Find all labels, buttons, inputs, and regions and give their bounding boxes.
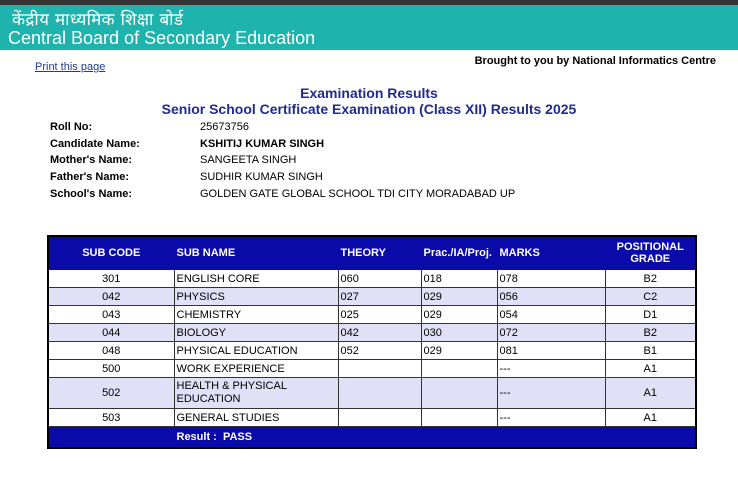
cell-sub-code: 042 [48,288,174,306]
table-row [48,270,696,288]
cbse-banner [0,5,738,50]
school-name-value: GOLDEN GATE GLOBAL SCHOOL TDI CITY MORADABAD UP [200,188,516,200]
cell-marks: 054 [497,306,605,324]
cell-grade: C2 [605,288,696,306]
cell-grade: A1 [605,409,696,427]
candidate-name-value: KSHITIJ KUMAR SINGH [200,138,325,150]
cell-theory [338,378,421,409]
cell-sub-name: HEALTH & PHYSICAL EDUCATION [174,378,338,409]
roll-label: Roll No: [50,121,93,133]
cell-marks: 078 [497,270,605,288]
cell-grade: B1 [605,342,696,360]
nic-credit: Brought to you by National Informatics Centre [474,55,716,67]
english-board-title: Central Board of Secondary Education [8,28,316,48]
cell-sub-name: WORK EXPERIENCE [174,360,338,378]
cell-theory: 052 [338,342,421,360]
cell-sub-code: 043 [48,306,174,324]
cell-sub-name: CHEMISTRY [174,306,338,324]
result-label: Result : [176,431,217,443]
cell-theory: 025 [338,306,421,324]
cell-sub-name: ENGLISH CORE [174,270,338,288]
cell-prac: 029 [421,306,497,324]
cell-theory: 042 [338,324,421,342]
result-row [48,427,696,449]
school-name-label: School's Name: [50,188,133,200]
cell-prac [421,360,497,378]
hindi-board-title: केंद्रीय माध्यमिक शिक्षा बोर्ड [12,10,184,30]
cell-marks: 072 [497,324,605,342]
table-row [48,360,696,378]
cell-grade: B2 [605,270,696,288]
cell-marks: 081 [497,342,605,360]
cell-sub-code: 048 [48,342,174,360]
cell-sub-code: 500 [48,360,174,378]
cell-grade: D1 [605,306,696,324]
header-positional-grade: POSITIONAL GRADE [605,236,696,270]
mother-name-label: Mother's Name: [50,154,133,166]
result-cell [174,427,696,449]
result-spacer [48,427,174,449]
cell-prac [421,378,497,409]
cell-sub-code: 301 [48,270,174,288]
cell-prac: 029 [421,342,497,360]
cell-sub-name: GENERAL STUDIES [174,409,338,427]
print-page-link[interactable]: Print this page [35,61,106,73]
table-header-row [48,236,696,270]
father-name-label: Father's Name: [50,171,130,183]
cell-theory: 027 [338,288,421,306]
candidate-name-label: Candidate Name: [50,138,140,150]
cell-prac [421,409,497,427]
results-table [47,235,697,449]
cell-sub-name: PHYSICAL EDUCATION [174,342,338,360]
cell-prac: 018 [421,270,497,288]
table-row [48,409,696,427]
table-row [48,288,696,306]
header-sub-name: SUB NAME [174,236,338,270]
cell-prac: 030 [421,324,497,342]
cell-sub-name: BIOLOGY [174,324,338,342]
cell-sub-code: 502 [48,378,174,409]
table-row [48,306,696,324]
cell-marks: 056 [497,288,605,306]
page-title: Examination Results [300,85,438,101]
cell-sub-code: 503 [48,409,174,427]
header-sub-code: SUB CODE [48,236,174,270]
cell-sub-code: 044 [48,324,174,342]
father-name-value: SUDHIR KUMAR SINGH [200,171,323,183]
table-row [48,342,696,360]
cell-marks: --- [497,360,605,378]
table-row [48,378,696,409]
cell-theory [338,360,421,378]
mother-name-value: SANGEETA SINGH [200,154,297,166]
cell-grade: B2 [605,324,696,342]
cell-marks: --- [497,378,605,409]
cell-sub-name: PHYSICS [174,288,338,306]
cell-grade: A1 [605,378,696,409]
header-prac: Prac./IA/Proj. [421,236,497,270]
cell-prac: 029 [421,288,497,306]
result-value: PASS [222,431,253,443]
header-marks: MARKS [497,236,605,270]
exam-subtitle: Senior School Certificate Examination (Class XII) Results 2025 [161,101,577,117]
table-row [48,324,696,342]
cell-theory [338,409,421,427]
header-theory: THEORY [338,236,421,270]
cell-marks: --- [497,409,605,427]
cell-grade: A1 [605,360,696,378]
cell-theory: 060 [338,270,421,288]
roll-value: 25673756 [200,121,249,133]
